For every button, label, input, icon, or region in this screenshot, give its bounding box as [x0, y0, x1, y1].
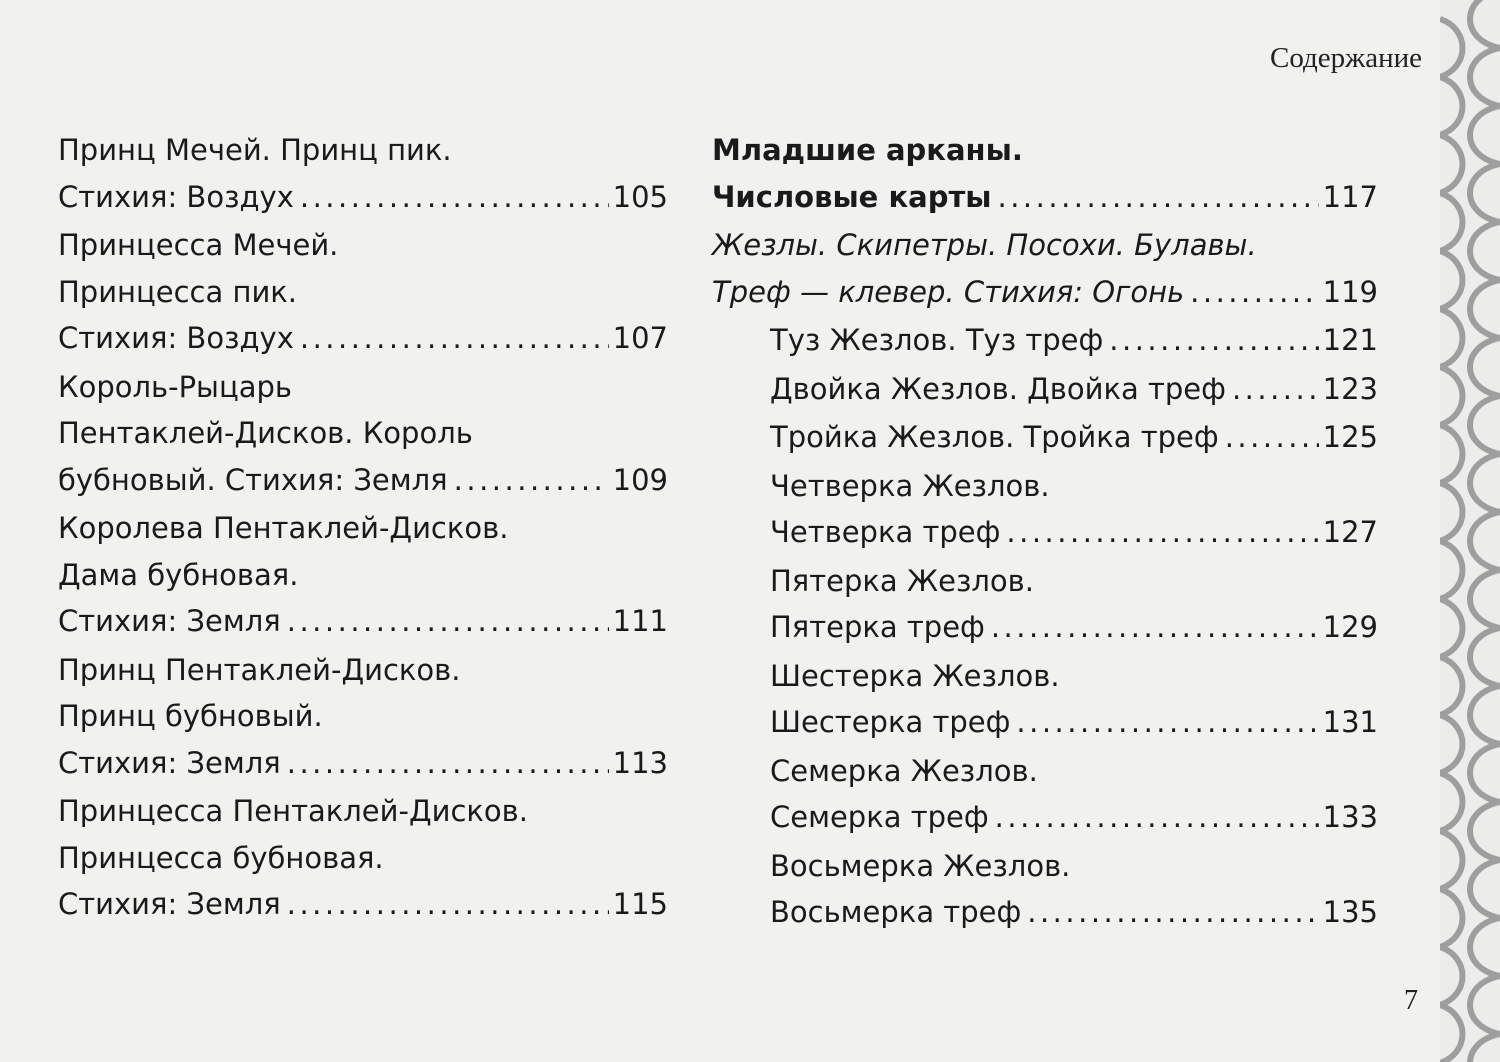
toc-entry-title: Принц Мечей. Принц пик.: [58, 133, 452, 167]
toc-line: [58, 505, 668, 552]
toc-line: [58, 174, 668, 221]
toc-line: [58, 222, 668, 269]
toc-entry-title: Король-Рыцарь: [58, 369, 292, 404]
subsection-title: Жезлы. Скипетры. Посохи. Булавы.: [712, 228, 1257, 262]
toc-page-number: 129: [1322, 610, 1378, 644]
toc-line: [58, 740, 668, 787]
toc-page-number: 113: [612, 745, 668, 780]
toc-entry-title: Принц Пентаклей-Дисков.: [58, 652, 461, 687]
toc-line: [712, 558, 1378, 605]
toc-entry-title: Пятерка треф: [770, 610, 985, 644]
toc-entry-title: Шестерка треф: [770, 705, 1011, 739]
toc-entry-title: Пентаклей-Дисков. Король: [58, 416, 473, 450]
toc-line: [712, 748, 1378, 795]
toc-line: [712, 174, 1378, 221]
toc-entry-title: Туз Жезлов. Туз треф: [770, 323, 1104, 357]
toc-line: [712, 463, 1378, 510]
toc-line: [712, 366, 1378, 413]
toc-line: [712, 889, 1378, 936]
toc-line: [712, 317, 1378, 364]
toc-line: [58, 647, 668, 694]
toc-line: [58, 127, 668, 174]
toc-line: [712, 653, 1378, 700]
toc-left-column: [58, 127, 668, 928]
toc-entry-title: Королева Пентаклей-Дисков.: [58, 511, 509, 545]
dot-leader: [1027, 889, 1318, 936]
dot-leader: [287, 740, 609, 787]
dot-leader: [300, 174, 609, 221]
toc-page-number: 107: [612, 321, 668, 355]
toc-line: [58, 598, 668, 645]
dot-leader: [1006, 509, 1318, 556]
dot-leader: [1190, 269, 1318, 316]
toc-line: [58, 315, 668, 362]
toc-page-number: 125: [1322, 420, 1378, 454]
dot-leader: [1109, 317, 1318, 364]
dot-leader: [287, 881, 609, 928]
decorative-border: [1440, 0, 1500, 1062]
toc-page-number: 135: [1322, 895, 1378, 929]
toc-page-number: 121: [1322, 323, 1378, 357]
toc-entry-title: Принцесса пик.: [58, 274, 298, 309]
toc-line: [712, 699, 1378, 746]
toc-line: [58, 788, 668, 835]
toc-line: [712, 843, 1378, 890]
toc-line: [58, 410, 668, 457]
dot-leader: [995, 794, 1319, 841]
toc-page-number: 115: [612, 887, 668, 921]
toc-entry-title: Дама бубновая.: [58, 557, 299, 592]
dot-leader: [998, 174, 1319, 221]
toc-line: [58, 269, 668, 316]
toc-line: [58, 881, 668, 928]
toc-line: [712, 509, 1378, 556]
toc-page-number: 127: [1322, 515, 1378, 549]
toc-entry-title: Стихия: Воздух: [58, 321, 294, 355]
toc-page-number: 109: [612, 462, 668, 497]
toc-page-number: 131: [1322, 705, 1378, 739]
toc-line: [58, 835, 668, 882]
toc-entry-title: Восьмерка Жезлов.: [770, 848, 1071, 883]
toc-page-number: 111: [612, 604, 668, 638]
dot-leader: [1232, 366, 1319, 413]
toc-entry-title: Четверка треф: [770, 515, 1001, 549]
toc-line: [712, 794, 1378, 841]
running-head: Содержание: [1270, 42, 1422, 74]
toc-entry-title: Принцесса бубновая.: [58, 840, 384, 875]
toc-line: [58, 457, 668, 504]
toc-entry-title: Шестерка Жезлов.: [770, 658, 1060, 693]
dot-leader: [1225, 414, 1319, 461]
toc-entry-title: Восьмерка треф: [770, 895, 1022, 929]
toc-entry-title: Принц бубновый.: [58, 699, 323, 733]
section-title: Младшие арканы.: [712, 133, 1023, 167]
toc-entry-title: бубновый. Стихия: Земля: [58, 462, 448, 497]
dot-leader: [300, 315, 609, 362]
dot-leader: [991, 604, 1319, 651]
page-number: 7: [1404, 985, 1418, 1016]
toc-page-number: 105: [612, 179, 668, 214]
toc-entry-title: Пятерка Жезлов.: [770, 563, 1034, 598]
toc-line: [58, 364, 668, 411]
toc-entry-title: Четверка Жезлов.: [770, 468, 1050, 503]
toc-page-number: 117: [1322, 179, 1378, 214]
toc-right-column: [712, 127, 1378, 936]
toc-line: [58, 693, 668, 740]
toc-entry-title: Семерка Жезлов.: [770, 753, 1038, 788]
toc-entry-title: Тройка Жезлов. Тройка треф: [770, 420, 1219, 454]
toc-page-number: 119: [1322, 274, 1378, 309]
toc-entry-title: Стихия: Земля: [58, 745, 281, 780]
toc-line: [712, 414, 1378, 461]
toc-entry-title: Семерка треф: [770, 800, 989, 834]
toc-entry-title: Двойка Жезлов. Двойка треф: [770, 371, 1226, 406]
toc-line: [712, 604, 1378, 651]
toc-entry-title: Принцесса Пентаклей-Дисков.: [58, 794, 528, 828]
toc-line: [58, 552, 668, 599]
section-subtitle: Числовые карты: [712, 179, 992, 214]
dot-leader: [287, 598, 609, 645]
toc-line: [712, 269, 1378, 316]
toc-page-number: 133: [1322, 800, 1378, 834]
subsection-subtitle: Треф — клевер. Стихия: Огонь: [712, 274, 1185, 309]
toc-entry-title: Принцесса Мечей.: [58, 228, 339, 262]
toc-page-number: 123: [1322, 371, 1378, 406]
toc-entry-title: Стихия: Воздух: [58, 179, 294, 214]
dot-leader: [1016, 699, 1318, 746]
toc-entry-title: Стихия: Земля: [58, 887, 281, 921]
toc-entry-title: Стихия: Земля: [58, 604, 281, 638]
dot-leader: [454, 457, 609, 504]
